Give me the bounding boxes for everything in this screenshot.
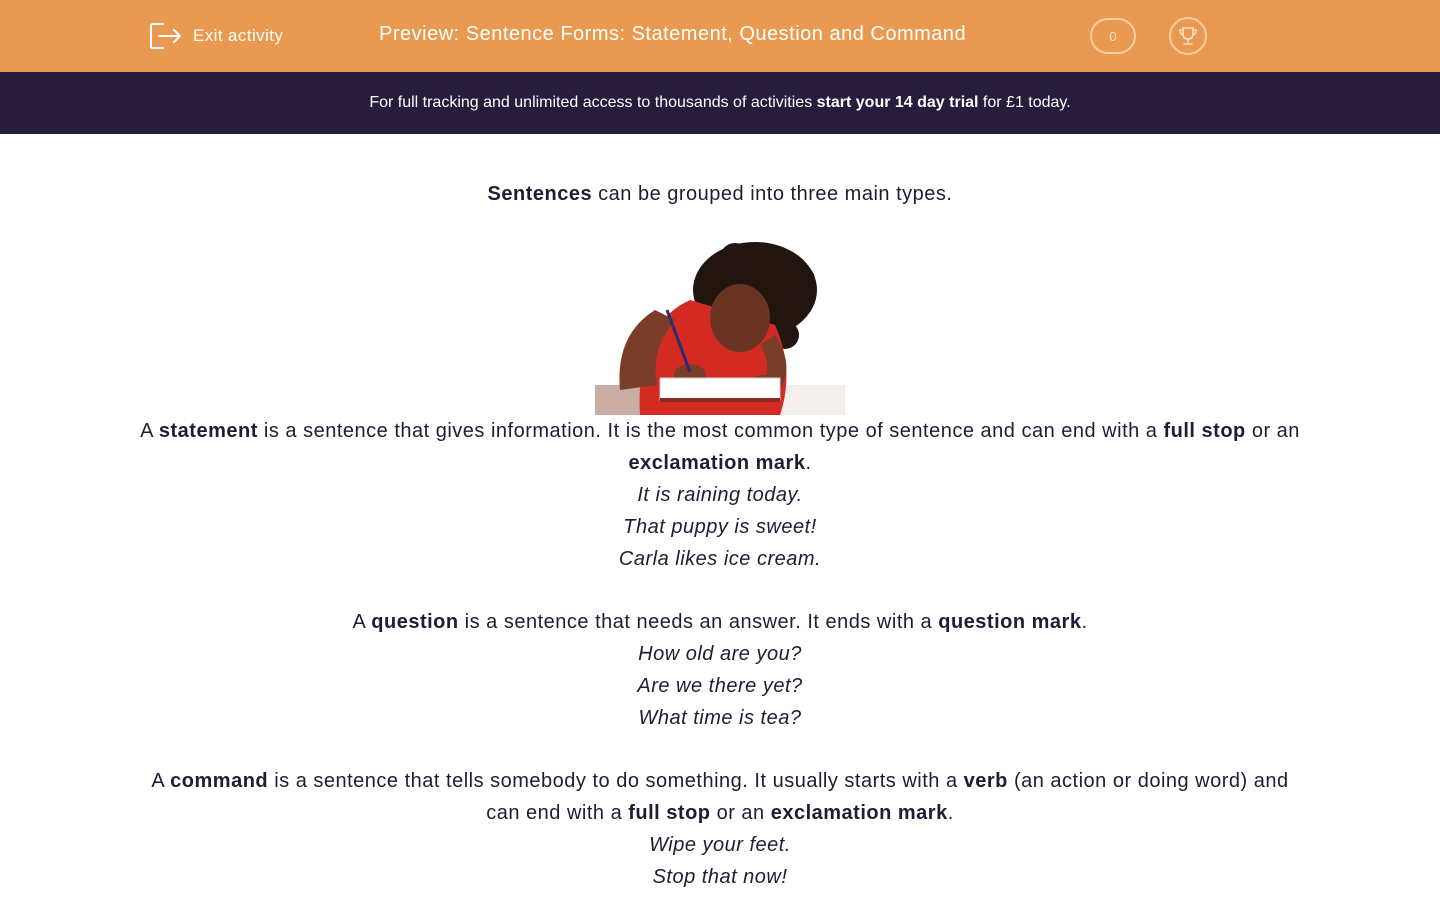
exit-activity-label: Exit activity [193,26,284,45]
statement-definition: A statement is a sentence that gives information. It is the most common type of sentence and can end with a full stop or an exclamation mark. [140,420,1300,474]
statement-example: That puppy is sweet! [623,516,817,538]
question-example: How old are you? [638,643,802,665]
question-example: What time is tea? [638,707,802,729]
girl-writing-image [595,240,845,415]
lesson-content [140,178,1300,893]
command-example: Wipe your feet. [649,834,791,856]
trial-banner [0,72,1440,134]
score-value: 0 [1109,28,1117,44]
question-example: Are we there yet? [637,675,803,697]
banner-text: For full tracking and unlimited access to thousands of activities start your 14 day trial for £1 today. [369,94,1071,111]
trophy-button[interactable] [1169,17,1207,55]
intro-text: Sentences can be grouped into three main types. [487,183,953,205]
statement-example: Carla likes ice cream. [618,548,822,570]
question-definition: A question is a sentence that needs an answer. It ends with a question mark. [352,611,1088,633]
command-example: Stop that now! [652,866,788,888]
exit-activity-button[interactable] [149,20,283,52]
command-definition: A command is a sentence that tells somebody to do something. It usually starts with a verb (an action or doing word) and can end with a full stop or an exclamation mark. [151,770,1289,824]
girl-writing-illustration [595,240,845,415]
top-bar [0,0,1440,72]
trophy-icon [1177,25,1199,47]
exit-icon [149,21,183,51]
statement-example: It is raining today. [637,484,803,506]
score-badge [1090,18,1136,54]
page-title: Preview: Sentence Forms: Statement, Question and Command [379,23,967,45]
start-trial-link[interactable]: start your 14 day trial [816,94,979,111]
